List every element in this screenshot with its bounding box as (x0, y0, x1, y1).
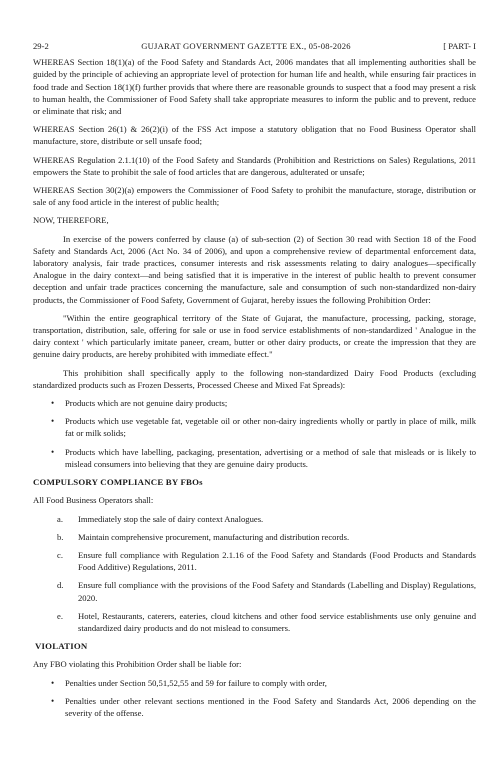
item-marker: a. (57, 513, 63, 524)
violation-heading: VIOLATION (35, 641, 88, 652)
whereas-paragraph-3: WHEREAS Regulation 2.1.1(10) of the Food Safety and Standards (Prohibition and Restrictions on Sales) Regulations, 2011 empowers the State to prohibit the sale of food articles that are dangerous, adulterated or unsafe; (33, 154, 476, 177)
apply-bullet-item: • Products which have labelling, packaging, presentation, advertising or a method of sale that misleads or is likely to mislead consumers into believing that they are genuine dairy products. (33, 446, 476, 470)
page-number: 29-2 (33, 41, 49, 51)
now-therefore: NOW, THEREFORE, (33, 215, 109, 226)
gazette-title: GUJARAT GOVERNMENT GAZETTE EX., 05-08-2026 (141, 41, 351, 51)
item-text: Hotel, Restaurants, caterers, eateries, cloud kitchens and other food service establishments use only genuine and standardized dairy products and do not mislead to consumers. (78, 610, 476, 633)
compliance-intro: All Food Business Operators shall: (33, 495, 154, 506)
part-label: [ PART- I (443, 41, 476, 51)
page-header (33, 40, 476, 52)
whereas-paragraph-2: WHEREAS Section 26(1) & 26(2)(i) of the FSS Act impose a statutory obligation that no Food Business Operator shall manufacture, store, distribute or sell unsafe food; (33, 124, 476, 147)
apply-paragraph: This prohibition shall specifically apply to the following non-standardized Dairy Food Products (excluding standardized products such as Frozen Desserts, Processed Cheese and Mixed Fat Spreads): (33, 367, 476, 390)
violation-intro: Any FBO violating this Prohibition Order shall be liable for: (33, 659, 242, 670)
compliance-item (33, 610, 476, 634)
item-marker: b. (57, 531, 64, 542)
item-text: Immediately stop the sale of dairy context Analogues. (78, 513, 264, 524)
item-marker: d. (57, 580, 64, 591)
compliance-item (33, 549, 476, 573)
whereas-paragraph-4: WHEREAS Section 30(2)(a) empowers the Commissioner of Food Safety to prohibit the manufacture, storage, distribution or sale of any food article in the interest of public health; (33, 185, 476, 208)
compliance-item (33, 531, 476, 543)
item-text: Ensure full compliance with the provisions of the Food Safety and Standards (Labelling and Display) Regulations, 2020. (78, 580, 476, 603)
item-marker: c. (57, 549, 63, 560)
apply-bullet-item: • Products which use vegetable fat, vegetable oil or other non-dairy ingredients wholly or partly in place of milk, milk fat or milk solids; (33, 415, 476, 439)
apply-bullet-list (33, 397, 476, 470)
compliance-heading: COMPULSORY COMPLIANCE BY FBOs (33, 477, 203, 488)
violation-bullet-item: • Penalties under Section 50,51,52,55 and 59 for failure to comply with order, (33, 677, 476, 689)
item-marker: e. (57, 610, 63, 621)
compliance-item (33, 579, 476, 603)
item-text: Maintain comprehensive procurement, manufacturing and distribution records. (78, 531, 350, 542)
compliance-list (33, 513, 476, 635)
violation-bullet-list (33, 677, 476, 720)
apply-bullet-item: • Products which are not genuine dairy products; (33, 397, 476, 409)
item-text: Ensure full compliance with Regulation 2.1.16 of the Food Safety and Standards (Food Products and Standards Food Additive) Regulations, 2011. (78, 549, 476, 573)
exercise-paragraph: In exercise of the powers conferred by clause (a) of sub-section (2) of Section 30 read with Section 18 of the Food Safety and Standards Act, 2006 (Act No. 34 of 2006), and upon a comprehensive review of departmental enforcement data, laboratory analysis, fair trade practices, consumer interests and risk assessments relating to dairy analogues—specifically Analogue in the dairy context—and being satisfied that it is imperative in the interest of public health to prevent consumer deception and unfair trade practices concerning the manufacture, sale and consumption of such non-standardized non-dairy products, the Commissioner of Food Safety, Government of Gujarat, hereby issues the following Prohibition Order: (33, 233, 476, 305)
whereas-paragraph-1: WHEREAS Section 18(1)(a) of the Food Safety and Standards Act, 2006 mandates that all implementing authorities shall be guided by the principle of achieving an appropriate level of protection for human life and health, while ensuring fair practices in food trade and Section 18(1)(f) further provids that where there are reasonable grounds to suspect that a food may present a risk to human health, the Commissioner of Food Safety shall take appropriate measures to inform the public and to prevent, reduce or eliminate that risk; and (33, 57, 476, 117)
violation-bullet-item: • Penalties under other relevant sections mentioned in the Food Safety and Standards Act, 2006 depending on the severity of the offense. (33, 695, 476, 719)
prohibition-quote: "Within the entire geographical territory of the State of Gujarat, the manufacture, processing, packing, storage, transportation, distribution, sale, offering for sale or use in food service establishments of non-standardized ' Analogue in the dairy context ' which particularly imitate paneer, cream, butter or other dairy products, or create the impression that they are genuine dairy products, are hereby prohibited with immediate effect." (33, 312, 476, 360)
compliance-item (33, 513, 476, 525)
